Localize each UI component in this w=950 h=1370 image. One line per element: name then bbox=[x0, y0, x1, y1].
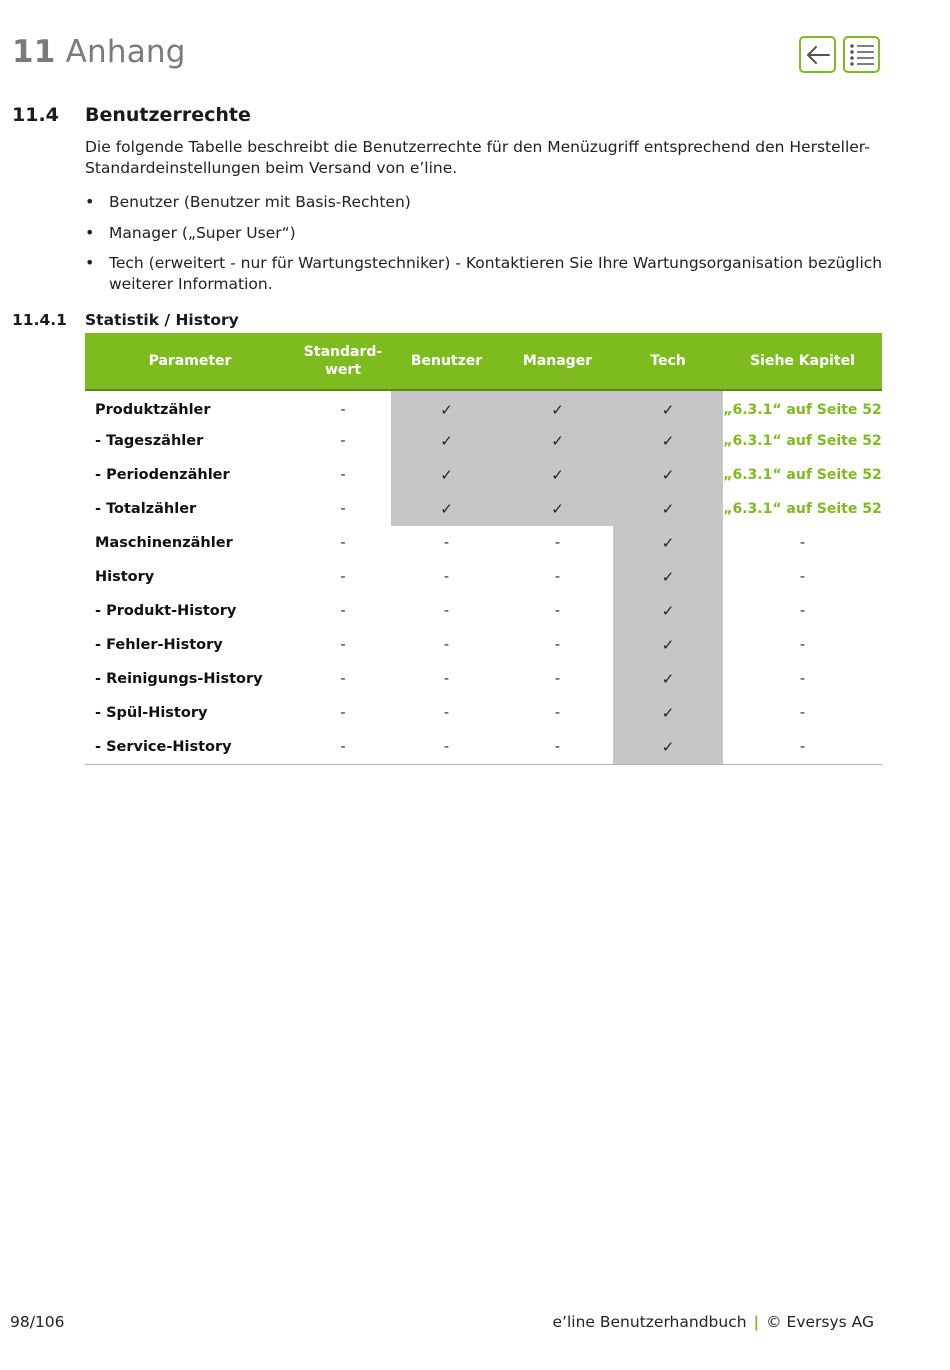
cell-parameter: - Service-History bbox=[85, 730, 295, 764]
footer-doc-title: e’line Benutzerhandbuch bbox=[552, 1313, 747, 1331]
cell-manager: - bbox=[554, 637, 561, 653]
cell-kapitel[interactable]: „6.3.1“ auf Seite 52 bbox=[723, 501, 882, 517]
cell-tech: ✓ bbox=[613, 560, 723, 594]
cell-tech: ✓ bbox=[613, 594, 723, 628]
header-kapitel: Siehe Kapitel bbox=[723, 333, 882, 390]
cell-standard: - bbox=[340, 501, 346, 517]
header-manager: Manager bbox=[502, 333, 613, 390]
section-intro: Die folgende Tabelle beschreibt die Benutzerrechte für den Menüzugriff entsprechend den Hersteller-Standardeinstellungen beim Versand von e’line. bbox=[85, 138, 870, 177]
table-row bbox=[85, 526, 882, 560]
cell-parameter: - Fehler-History bbox=[95, 637, 223, 653]
cell-manager: - bbox=[554, 569, 561, 585]
cell-standard: - bbox=[340, 467, 346, 483]
cell-tech: ✓ bbox=[613, 458, 723, 492]
cell-tech: ✓ bbox=[613, 696, 723, 730]
cell-standard: - bbox=[340, 705, 346, 721]
subsection-title: Statistik / History bbox=[85, 311, 239, 329]
cell-benutzer: - bbox=[443, 535, 450, 551]
back-button[interactable] bbox=[799, 36, 836, 73]
cell-parameter: Produktzähler bbox=[95, 401, 211, 418]
cell-tech: ✓ bbox=[613, 662, 723, 696]
table-row bbox=[85, 730, 882, 764]
cell-kapitel[interactable]: „6.3.1“ auf Seite 52 bbox=[723, 401, 882, 418]
cell-kapitel: - bbox=[799, 603, 806, 619]
cell-standard: - bbox=[340, 671, 346, 687]
cell-manager: ✓ bbox=[502, 390, 613, 424]
cell-kapitel: - bbox=[799, 569, 806, 585]
cell-kapitel: - bbox=[799, 671, 806, 687]
role-manager: • Manager („Super User“) bbox=[85, 223, 885, 244]
header-standard-text: Standard- wert bbox=[303, 344, 383, 378]
cell-benutzer: - bbox=[443, 569, 450, 585]
chapter-number: 11 bbox=[12, 34, 56, 70]
cell-tech: ✓ bbox=[613, 526, 723, 560]
cell-tech: ✓ bbox=[613, 492, 723, 526]
cell-parameter: - Totalzähler bbox=[95, 501, 197, 517]
table-row bbox=[85, 492, 882, 526]
cell-tech: ✓ bbox=[613, 424, 723, 458]
cell-benutzer: ✓ bbox=[391, 492, 502, 526]
chapter-title bbox=[12, 34, 186, 70]
list-icon bbox=[848, 41, 876, 69]
cell-standard: - bbox=[340, 433, 346, 449]
cell-benutzer: - bbox=[391, 730, 502, 764]
cell-standard: - bbox=[295, 730, 391, 764]
cell-manager: - bbox=[554, 603, 561, 619]
subsection-number: 11.4.1 bbox=[12, 311, 67, 329]
chapter-name: Anhang bbox=[65, 34, 186, 70]
table-row bbox=[85, 424, 882, 458]
cell-kapitel: - bbox=[799, 637, 806, 653]
header-standard bbox=[295, 333, 391, 390]
table-row bbox=[85, 696, 882, 730]
cell-kapitel[interactable]: „6.3.1“ auf Seite 52 bbox=[723, 433, 882, 449]
cell-kapitel: - bbox=[799, 535, 806, 551]
table-row bbox=[85, 458, 882, 492]
header-parameter: Parameter bbox=[85, 333, 295, 390]
footer-separator: | bbox=[753, 1313, 760, 1331]
cell-benutzer: ✓ bbox=[391, 390, 502, 424]
cell-manager: - bbox=[554, 671, 561, 687]
cell-manager: ✓ bbox=[502, 458, 613, 492]
cell-benutzer: - bbox=[443, 637, 450, 653]
arrow-left-icon bbox=[805, 44, 831, 66]
cell-parameter: - Tageszähler bbox=[95, 433, 204, 449]
table-row bbox=[85, 628, 882, 662]
cell-benutzer: - bbox=[443, 603, 450, 619]
cell-benutzer: ✓ bbox=[391, 458, 502, 492]
cell-tech: ✓ bbox=[613, 730, 723, 764]
table-row bbox=[85, 662, 882, 696]
header-tech: Tech bbox=[613, 333, 723, 390]
cell-parameter: Maschinenzähler bbox=[95, 535, 233, 551]
cell-manager: ✓ bbox=[502, 424, 613, 458]
section-title: Benutzerrechte bbox=[85, 104, 251, 126]
cell-manager: - bbox=[554, 535, 561, 551]
cell-kapitel[interactable]: „6.3.1“ auf Seite 52 bbox=[723, 467, 882, 483]
cell-parameter: - Spül-History bbox=[95, 705, 208, 721]
rights-table bbox=[85, 333, 882, 765]
table-row bbox=[85, 390, 882, 424]
cell-parameter: - Reinigungs-History bbox=[95, 671, 263, 687]
header-benutzer: Benutzer bbox=[391, 333, 502, 390]
cell-parameter: - Periodenzähler bbox=[95, 467, 230, 483]
cell-kapitel: - bbox=[723, 730, 882, 764]
role-tech: • Tech (erweitert - nur für Wartungstechniker) - Kontaktieren Sie Ihre Wartungsorganisation bezüglich weiterer Information. bbox=[85, 253, 885, 294]
cell-manager: ✓ bbox=[502, 492, 613, 526]
role-list bbox=[85, 192, 885, 304]
cell-parameter: History bbox=[95, 569, 155, 585]
table-header-row bbox=[85, 333, 882, 390]
cell-standard: - bbox=[340, 535, 346, 551]
page-number: 98/106 bbox=[10, 1313, 65, 1331]
cell-tech: ✓ bbox=[613, 390, 723, 424]
table-of-contents-button[interactable] bbox=[843, 36, 880, 73]
cell-standard: - bbox=[340, 569, 346, 585]
cell-standard: - bbox=[340, 603, 346, 619]
table-row bbox=[85, 594, 882, 628]
cell-manager: - bbox=[502, 730, 613, 764]
role-benutzer: • Benutzer (Benutzer mit Basis-Rechten) bbox=[85, 192, 885, 213]
table-body bbox=[85, 390, 882, 764]
cell-standard: - bbox=[340, 401, 346, 418]
footer-copyright: © Eversys AG bbox=[766, 1313, 874, 1331]
table-row bbox=[85, 560, 882, 594]
footer-document bbox=[553, 1313, 874, 1331]
cell-tech: ✓ bbox=[613, 628, 723, 662]
cell-parameter: - Produkt-History bbox=[95, 603, 237, 619]
cell-benutzer: ✓ bbox=[391, 424, 502, 458]
cell-benutzer: - bbox=[443, 671, 450, 687]
cell-standard: - bbox=[340, 637, 346, 653]
section-number: 11.4 bbox=[12, 104, 59, 126]
cell-manager: - bbox=[554, 705, 561, 721]
cell-kapitel: - bbox=[799, 705, 806, 721]
cell-benutzer: - bbox=[443, 705, 450, 721]
